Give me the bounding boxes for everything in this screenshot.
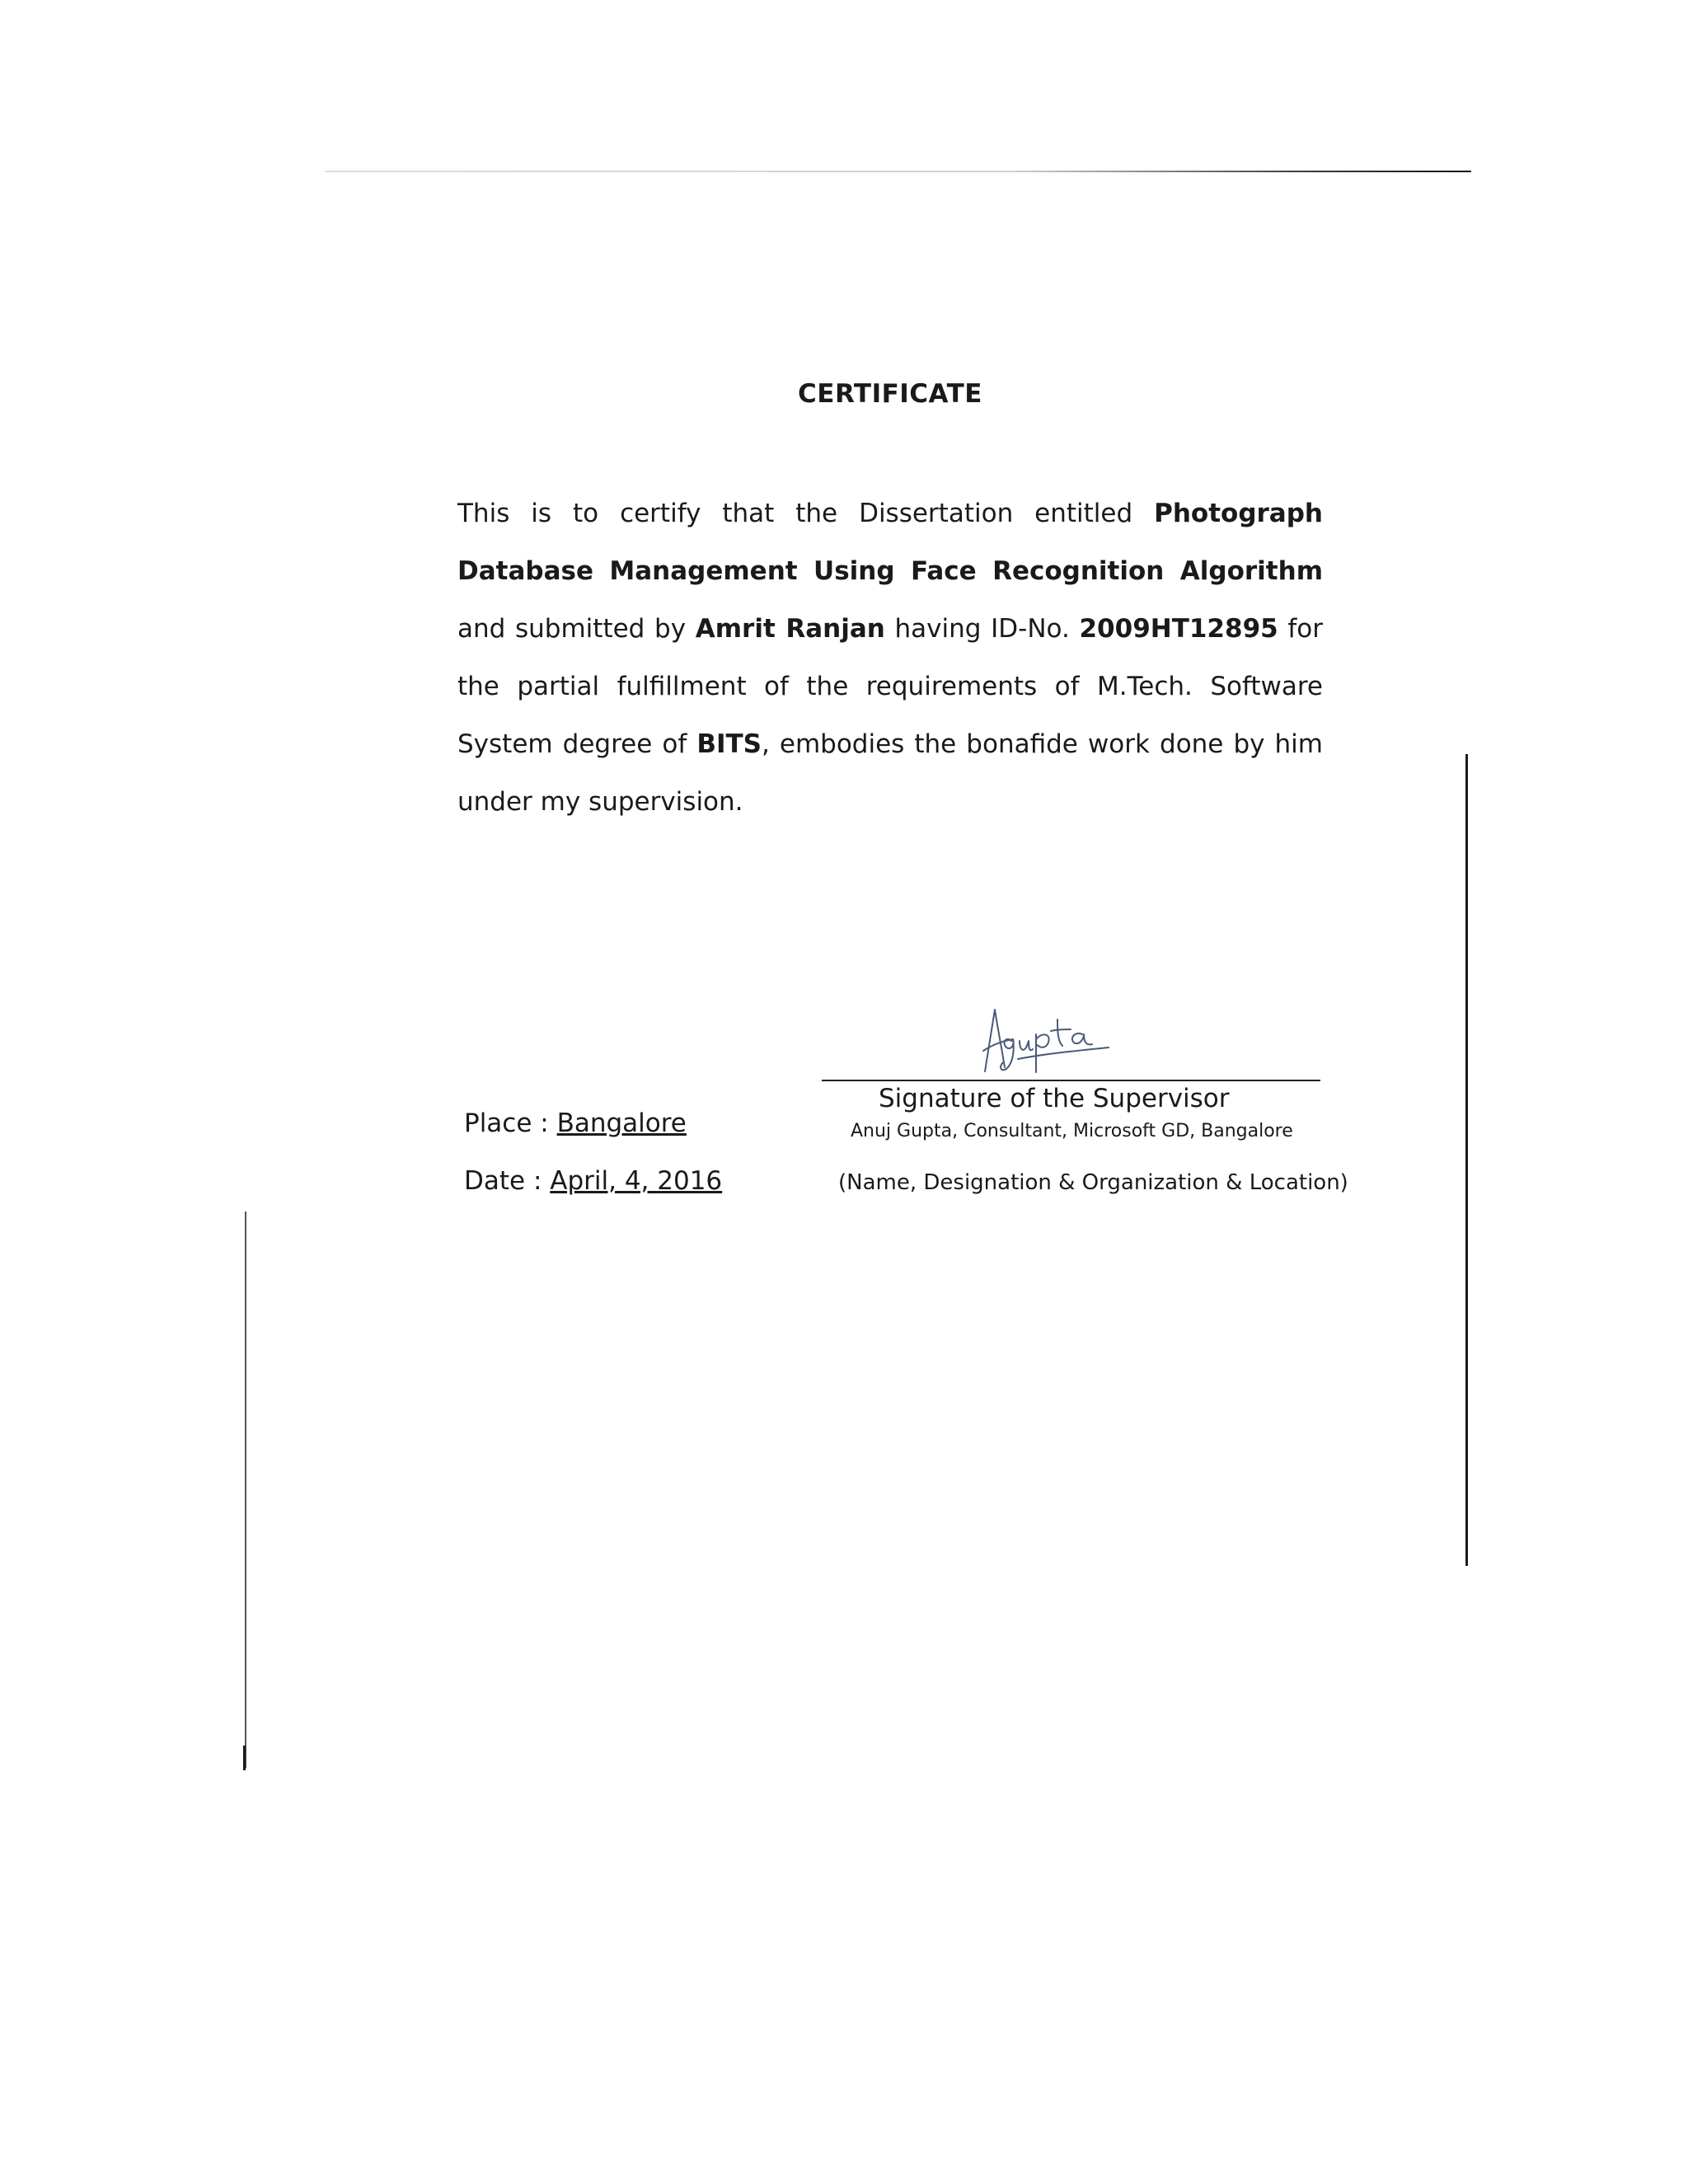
- body-text-2: and submitted by: [457, 614, 696, 644]
- dissertation-title: Photograph Database Management Using Face Recognition Algorithm: [457, 499, 1323, 586]
- date-value: April, 4, 2016: [550, 1166, 723, 1196]
- scan-border-right: [1465, 754, 1468, 1566]
- place-label: Place :: [464, 1108, 557, 1138]
- date-line: [464, 1166, 722, 1196]
- certificate-body: [457, 485, 1323, 831]
- scan-border-left: [245, 1212, 246, 1768]
- place-line: [464, 1108, 687, 1138]
- supervisor-signature: [977, 1001, 1113, 1076]
- scan-border-top: [326, 171, 1471, 172]
- signature-note: (Name, Designation & Organization & Location): [838, 1170, 1348, 1195]
- certificate-title: CERTIFICATE: [798, 379, 982, 409]
- body-text-3: having ID-No.: [884, 614, 1080, 644]
- student-id: 2009HT12895: [1079, 614, 1278, 644]
- scan-border-left-mark: [243, 1746, 246, 1770]
- place-value: Bangalore: [556, 1108, 687, 1138]
- student-name: Amrit Ranjan: [695, 614, 885, 644]
- body-text-4: for the partial fulfillment of the requirements of M.Tech. Software System degree of: [457, 614, 1324, 759]
- body-text-5: , embodies the bonafide work done by him under my supervision.: [457, 729, 1323, 817]
- institution-name: BITS: [696, 729, 762, 759]
- signature-line: [822, 1080, 1320, 1081]
- supervisor-details: Anuj Gupta, Consultant, Microsoft GD, Bangalore: [851, 1121, 1293, 1141]
- body-text-1: This is to certify that the Dissertation entitled: [457, 499, 1155, 528]
- signature-caption: Signature of the Supervisor: [879, 1084, 1230, 1113]
- date-label: Date :: [464, 1166, 551, 1196]
